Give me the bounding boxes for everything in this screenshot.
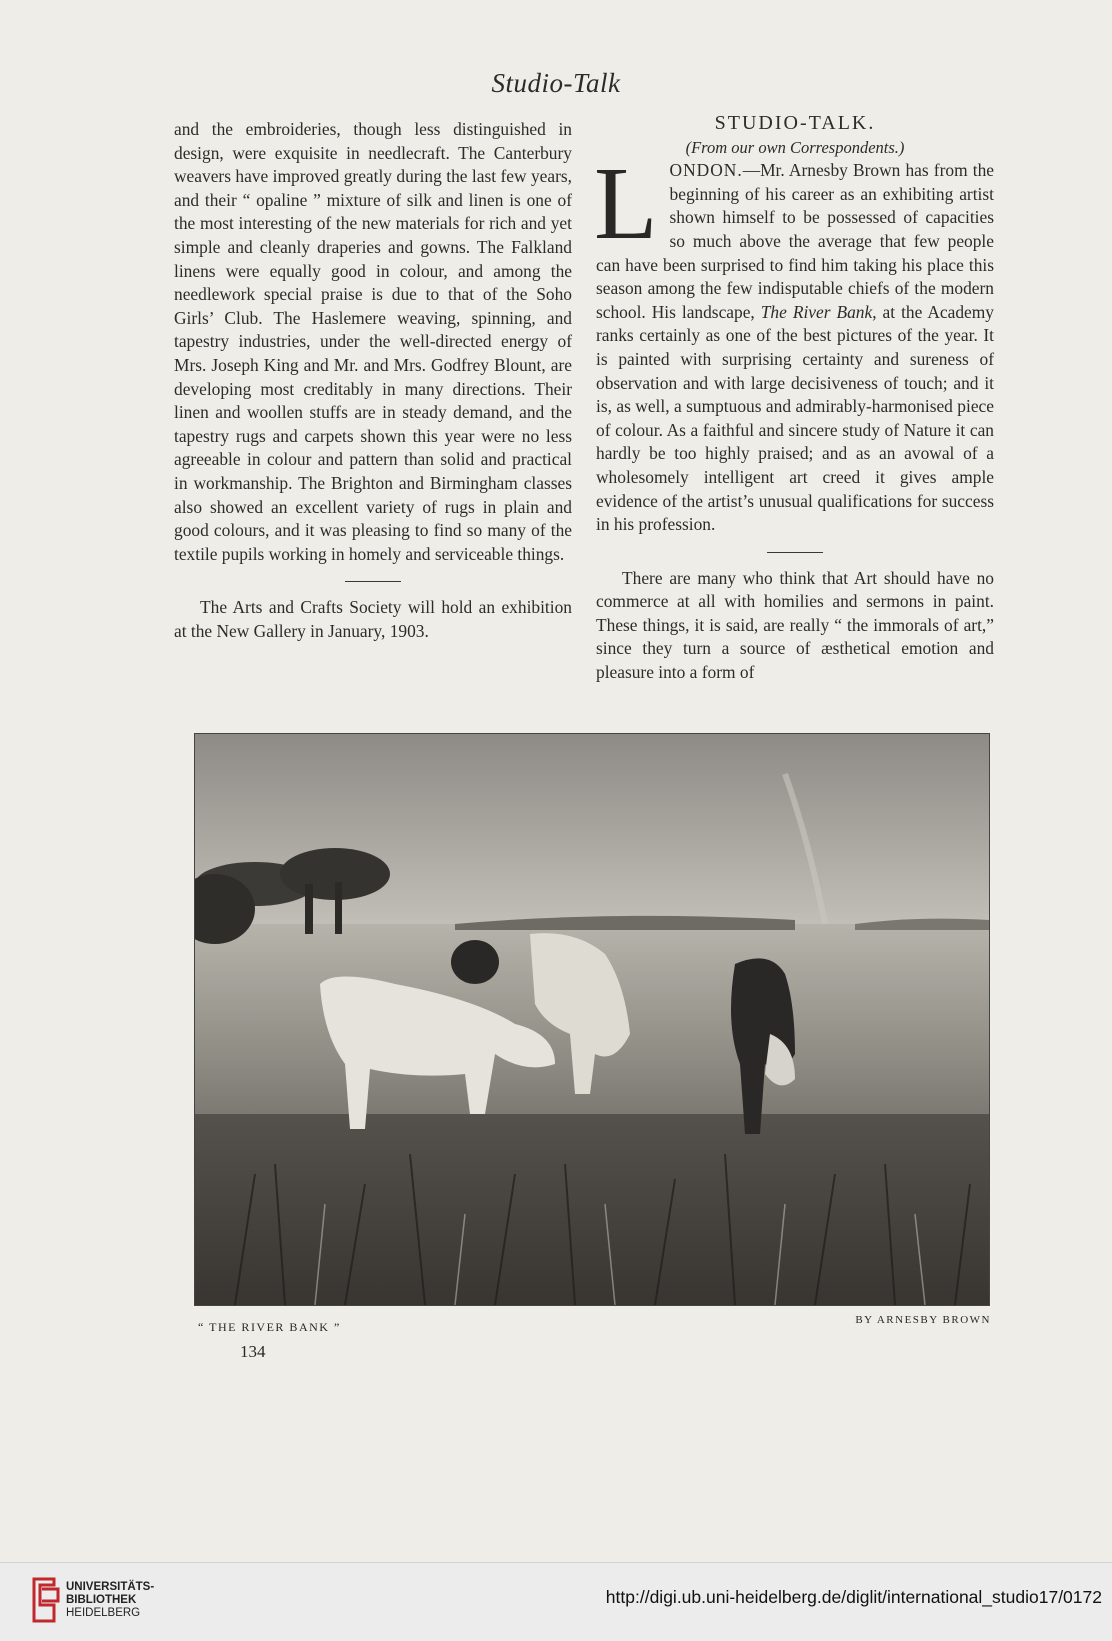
left-paragraph-2: The Arts and Crafts Society will hold an exhibition at the New Gallery in January, 1903. (174, 597, 572, 641)
figure-caption-title: “ THE RIVER BANK ” (198, 1320, 341, 1334)
painting-title: The River Bank (760, 301, 873, 322)
logo-line-1: UNIVERSITÄTS- (66, 1581, 155, 1593)
source-url-link[interactable]: http://digi.ub.uni-heidelberg.de/diglit/international_studio17/0172 (605, 1587, 1102, 1607)
running-head: Studio-Talk (491, 68, 621, 98)
left-paragraph-1: and the embroideries, though less distinguished in design, were exquisite in needlecraft. The Canterbury weavers have improved greatly during the last few years, and their “ opaline ” mixture of silk and linen is one of the most interesting of the new materials for rich and yet simple and cleanly draperies and gowns. The Falkland linens were equally good in colour, and among the needlework special praise is due to that of the Soho Girls’ Club. The Haslemere weaving, spinning, and tapestry industries, under the well-directed energy of Mrs. Joseph King and Mr. and Mrs. Godfrey Blount, are developing most creditably in many directions. Their linen and woollen stuffs are in steady demand, and the tapestry rugs and carpets shown this year were no less agreeable in colour and pattern than solid and practical in workmanship. The Brighton and Birmingham classes also showed an excellent variety of rugs in plain and good colours, and it was pleasing to find so many of the textile pupils working in homely and serviceable things. (174, 119, 572, 564)
landscape-with-cattle-image (195, 734, 989, 1305)
library-logo-text (66, 1581, 154, 1620)
section-divider (345, 581, 401, 582)
left-column (174, 118, 572, 643)
article-subheading: (From our own Correspondents.) (685, 137, 905, 157)
paragraph-text-end: , at the Academy ranks certainly as one of the best pictures of the year. It is painted with surprising certainty and sureness of observation and with large decisiveness of touch; and it is, as well, a sumptuous and admirably-harmonised piece of colour. As a faithful and sincere study of Nature it can hardly be too highly praised; and as an avowal of a wholesomely intelligent art creed it gives ample evidence of the artist’s unusual qualifications for success in his profession. (596, 301, 994, 535)
right-paragraph-2: There are many who think that Art should have no commerce at all with homilies and sermons in paint. These things, it is said, are really “ the immorals of art,” since they turn a source of æsthetical emotion and pleasure into a form of (596, 567, 994, 683)
painting-illustration (194, 733, 990, 1306)
page-number: 134 (240, 1342, 266, 1361)
logo-line-3: HEIDELBERG (66, 1607, 141, 1619)
drop-cap-letter: L (594, 146, 658, 262)
paragraph-text: —Mr. Arnesby Brown has from the beginning of his career as an exhibiting artist shown himself to be possessed of capacities so much above the average that few people can have been surprised to find him taking his place this season among the few indisputable chiefs of the modern school. His landscape, (596, 160, 994, 322)
logo-line-2: BIBLIOTHEK (66, 1594, 137, 1606)
section-divider (767, 552, 823, 553)
lead-caps: ONDON. (669, 160, 743, 181)
right-column (596, 112, 994, 685)
library-footer (0, 1562, 1112, 1641)
figure-caption-artist: BY ARNESBY BROWN (855, 1314, 991, 1326)
library-logo-icon (28, 1575, 62, 1625)
article-heading: STUDIO-TALK. (714, 112, 876, 134)
